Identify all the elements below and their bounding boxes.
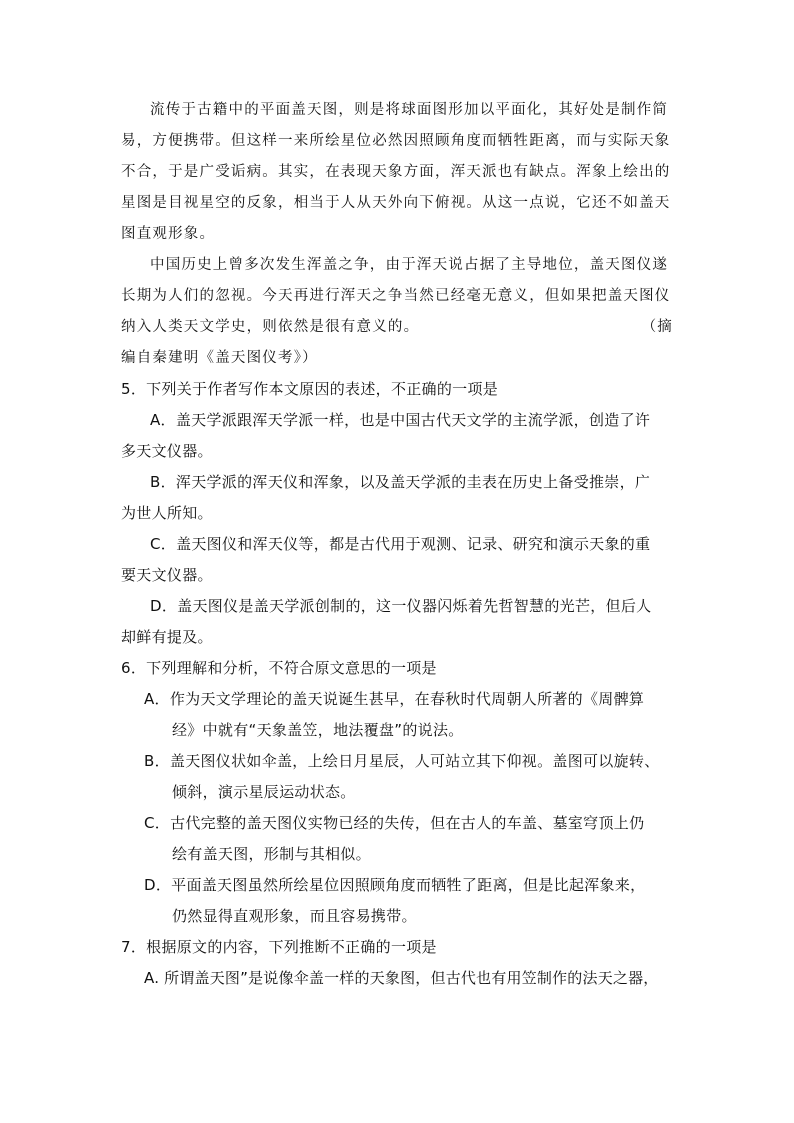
q5-option-d: D．盖天图仪是盖天学派创制的，这一仪器闪烁着先哲智慧的光芒，但后人 [150,597,652,615]
source-note: 编自秦建明《盖天图仪考》） [121,350,318,366]
q6-option-b-cont: 倾斜，演示星辰运动状态。 [172,783,356,801]
q6-option-a: A．作为天文学理论的盖天说诞生甚早，在春秋时代周朝人所著的《周髀算 [144,690,645,708]
passage-line: 不合，于是广受诟病。其实，在表现天象方面，浑天派也有缺点。浑象上绘出的 [121,164,671,180]
question-6-stem: 6．下列理解和分析，不符合原文意思的一项是 [121,659,437,677]
q6-option-c-cont: 绘有盖天图，形制与其相似。 [172,845,371,863]
q5-option-a-cont: 多天文仪器。 [121,442,213,460]
source-note-start: （摘 [641,319,673,335]
q7-option-a: A. 所谓盖天图”是说像伞盖一样的天象图，但古代也有用笠制作的法天之器， [144,969,659,987]
passage-line: 纳入人类天文学史，则依然是很有意义的。 [121,319,420,335]
passage-line: 易，方便携带。但这样一来所绘星位必然因照顾角度而牺牲距离，而与实际天象 [121,133,671,149]
q5-option-b: B．浑天学派的浑天仪和浑象，以及盖天学派的圭表在历史上备受推崇，广 [150,473,651,491]
q5-option-d-cont: 却鲜有提及。 [121,628,213,646]
q5-option-c-cont: 要天文仪器。 [121,566,213,584]
passage-line: 长期为人们的忽视。今天再进行浑天之争当然已经毫无意义，但如果把盖天图仪 [121,288,671,304]
q6-option-a-cont: 经》中就有“天象盖笠，地法覆盘”的说法。 [172,721,464,739]
q6-option-c: C．古代完整的盖天图仪实物已经的失传，但在古人的车盖、墓室穹顶上仍 [144,814,645,832]
q6-option-d-cont: 仍然显得直观形象，而且容易携带。 [172,907,417,925]
q5-option-b-cont: 为世人所知。 [121,504,213,522]
q5-option-c: C．盖天图仪和浑天仪等，都是古代用于观测、记录、研究和演示天象的重 [150,535,651,553]
passage-line: 图直观形象。 [121,226,216,242]
passage-line: 流传于古籍中的平面盖天图，则是将球面图形加以平面化，其好处是制作简 [150,102,669,118]
q6-option-d: D．平面盖天图虽然所绘星位因照顾角度而牺牲了距离，但是比起浑象来， [144,876,646,894]
q6-option-b: B．盖天图仪状如伞盖，上绘日月星辰，人可站立其下仰视。盖图可以旋转、 [144,752,660,770]
passage-line: 星图是目视星空的反象，相当于人从天外向下俯视。从这一点说，它还不如盖天 [121,195,671,211]
passage-line: 中国历史上曾多次发生浑盖之争，由于浑天说占据了主导地位，盖天图仪遂 [150,257,669,273]
q5-option-a: A．盖天学派跟浑天学派一样，也是中国古代天文学的主流学派，创造了许 [150,411,651,429]
question-7-stem: 7．根据原文的内容，下列推断不正确的一项是 [121,938,437,956]
question-5-stem: 5．下列关于作者写作本文原因的表述，不正确的一项是 [121,380,499,398]
